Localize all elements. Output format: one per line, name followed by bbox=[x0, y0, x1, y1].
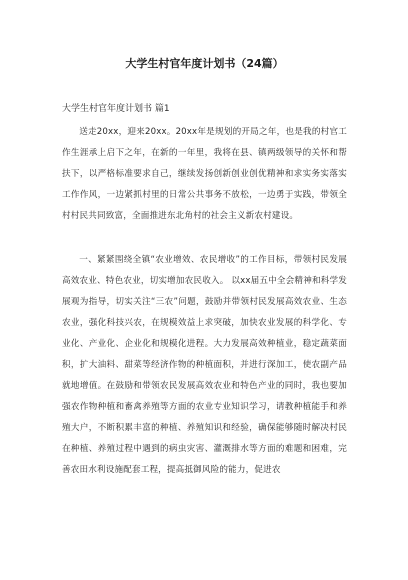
document-title: 大学生村官年度计划书（24篇） bbox=[125, 57, 284, 70]
paragraph-section-one: 一、紧紧围绕全镇“农业增效、农民增收”的工作目标，带领村民发展高效农业、特色农业，切实增加农民收入。 以xx届五中全会精神和科学发展观为指导，切实关注“三农”问题，鼓励并带领村民发展高效农业、生态农业，强化科技兴农，在规模效益上求突破，加快农业发展的科学化、专业化、产业化、企业化和规模化进程。大力发展高效种植业，稳定蔬菜面积，扩大油料、甜菜等经济作物的种植面积，并进行深加工，使农副产品就地增值。在鼓励和带领农民发展高效农业和特色产业的同时，我也要加强农作物种植和畜禽养殖等方面的农业专业知识学习，请教种植能手和养殖大户，不断积累丰富的种植、养殖知识和经验，确保能够随时解决村民在种植、养殖过程中遇到的病虫灾害、灌溉排水等方面的难题和困难，完善农田水利设施配套工程，提高抵御风险的能力，促进农 bbox=[62, 255, 347, 475]
section-subtitle: 大学生村官年度计划书 篇1 bbox=[62, 104, 170, 114]
paragraph-intro: 送走20xx，迎来20xx。20xx年是规划的开局之年，也是我的村官工作生涯承上启下之年，在新的一年里，我将在县、镇两级领导的关怀和帮扶下，以严格标准要求自己，继续发扬创新创业创优精神和求实务实落实工作作风，一边紧抓村里的日常公共事务不放松，一边勇于实践，带领全村村民共同致富，全面推进东北角村的社会主义新农村建设。 bbox=[62, 127, 347, 221]
